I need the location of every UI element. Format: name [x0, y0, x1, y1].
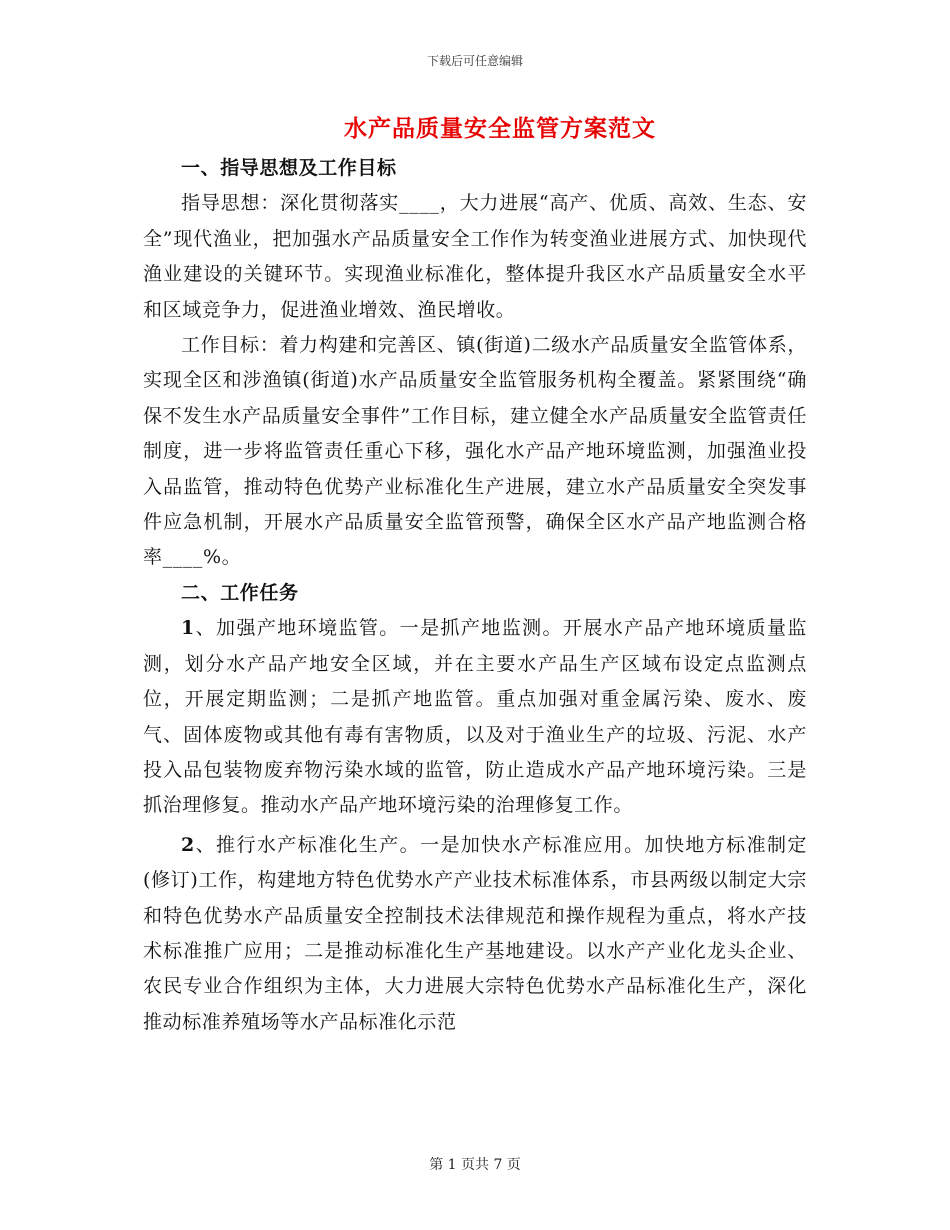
document-title: 水产品质量安全监管方案范文 — [344, 115, 656, 142]
task-item-2-number: 2 — [181, 833, 195, 856]
task-item-1-text: 、加强产地环境监管。一是抓产地监测。开展水产品产地环境质量监测，划分水产品产地安全区域，并在主要水产品生产区域布设定点监测点位，开展定期监测；二是抓产地监管。重点加强对重金属污染、废水、废气、固体废物或其他有毒有害物质，以及对于渔业生产的垃圾、污泥、水产投入品包装物废弃物污染水域的监管，防止造成水产品产地环境污染。三是抓治理修复。推动水产品产地环境污染的治理修复工作。 — [143, 617, 807, 817]
task-item-2 — [143, 828, 807, 1040]
paragraph-guiding-thought: 指导思想：深化贯彻落实____，大力进展“高产、优质、高效、生态、安全”现代渔业，把加强水产品质量安全工作作为转变渔业进展方式、加快现代渔业建设的关键环节。实现渔业标准化，整体提升我区水产品质量安全水平和区域竞争力，促进渔业增效、渔民增收。 — [143, 192, 807, 321]
task-item-1 — [143, 611, 807, 823]
page-footer-number: 第 1 页共 7 页 — [429, 1157, 521, 1173]
section-heading-1: 一、指导思想及工作目标 — [181, 157, 397, 179]
task-item-1-number: 1 — [181, 617, 195, 640]
section-heading-2: 二、工作任务 — [181, 581, 299, 604]
task-item-2-text: 、推行水产标准化生产。一是加快水产标准应用。加快地方标准制定(修订)工作，构建地方特色优势水产产业技术标准体系，市县两级以制定大宗和特色优势水产品质量安全控制技术法律规范和操作规程为重点，将水产技术标准推广应用；二是推动标准化生产基地建设。以水产产业化龙头企业、农民专业合作组织为主体，大力进展大宗特色优势水产品标准化生产，深化推动标准养殖场等水产品标准化示范 — [143, 833, 807, 1033]
document-body — [143, 151, 807, 1040]
paragraph-work-goal: 工作目标：着力构建和完善区、镇(街道)二级水产品质量安全监管体系，实现全区和涉渔镇(街道)水产品质量安全监管服务机构全覆盖。紧紧围绕“确保不发生水产品质量安全事件”工作目标，建立健全水产品质量安全监管责任制度，进一步将监管责任重心下移，强化水产品产地环境监测，加强渔业投入品监管，推动特色优势产业标准化生产进展，建立水产品质量安全突发事件应急机制，开展水产品质量安全监管预警，确保全区水产品产地监测合格率____%。 — [143, 334, 807, 569]
page-header-note: 下载后可任意编辑 — [426, 54, 523, 68]
